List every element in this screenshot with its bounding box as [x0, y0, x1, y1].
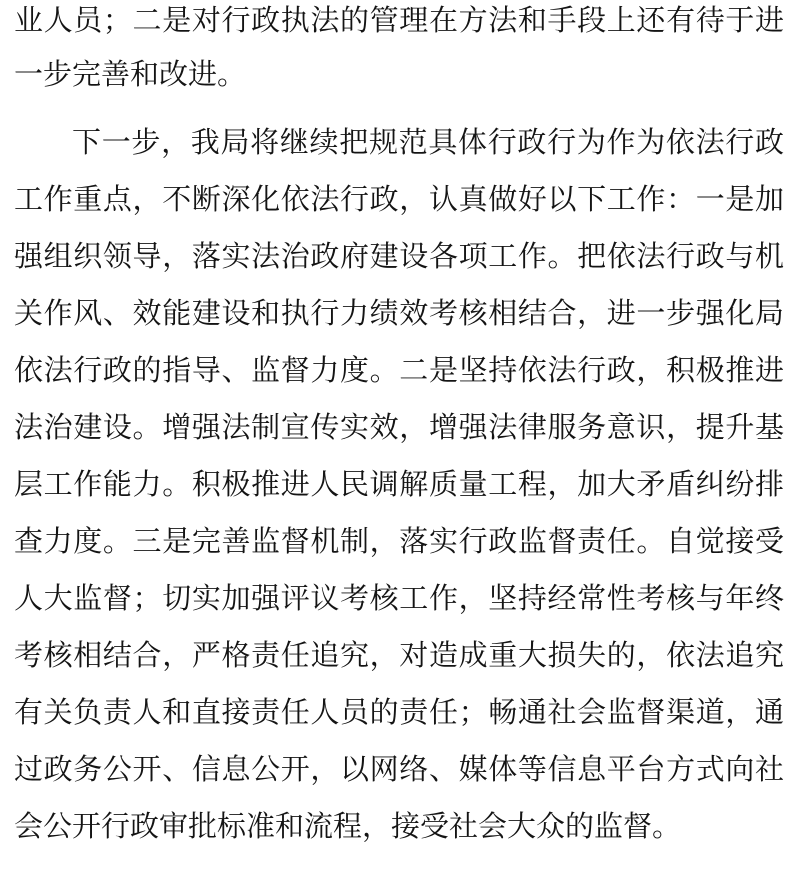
paragraph-2-line-7: 层工作能力。积极推进人民调解质量工程，加大矛盾纠纷排	[14, 467, 784, 501]
paragraph-2-line-1: 下一步，我局将继续把规范具体行政行为作为依法行政	[72, 125, 784, 159]
paragraph-2-line-3: 强组织领导，落实法治政府建设各项工作。把依法行政与机	[14, 239, 784, 273]
paragraph-2-line-13: 会公开行政审批标准和流程，接受社会大众的监督。	[14, 809, 682, 843]
paragraph-2-line-12: 过政务公开、信息公开，以网络、媒体等信息平台方式向社	[14, 752, 784, 786]
paragraph-2-line-5: 依法行政的指导、监督力度。二是坚持依法行政，积极推进	[14, 353, 784, 387]
paragraph-2-line-8: 查力度。三是完善监督机制，落实行政监督责任。自觉接受	[14, 524, 784, 558]
paragraph-2-line-9: 人大监督；切实加强评议考核工作，坚持经常性考核与年终	[14, 581, 784, 615]
paragraph-2-line-6: 法治建设。增强法制宣传实效，增强法律服务意识，提升基	[14, 410, 784, 444]
paragraph-1-line-2: 一步完善和改进。	[14, 57, 247, 91]
paragraph-2-line-4: 关作风、效能建设和执行力绩效考核相结合，进一步强化局	[14, 296, 784, 330]
paragraph-2-line-2: 工作重点，不断深化依法行政，认真做好以下工作：一是加	[14, 182, 784, 216]
paragraph-2-line-11: 有关负责人和直接责任人员的责任；畅通社会监督渠道，通	[14, 695, 784, 729]
paragraph-2-line-10: 考核相结合，严格责任追究，对造成重大损失的，依法追究	[14, 638, 784, 672]
paragraph-1-line-1: 业人员；二是对行政执法的管理在方法和手段上还有待于进	[14, 3, 784, 37]
